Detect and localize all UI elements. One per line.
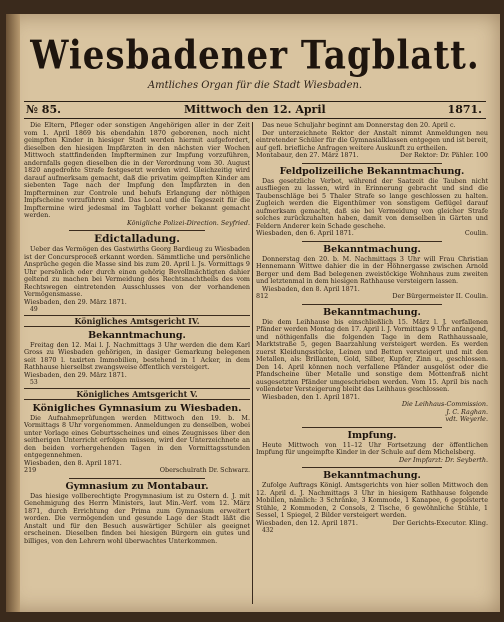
issue-date: Mittwoch den 12. April [184, 103, 326, 116]
article-heading: Gymnasium zu Montabaur. [65, 480, 209, 492]
issue-number: № 85. [26, 103, 61, 116]
column-divider [252, 122, 253, 604]
article-text: Das gesetzliche Verbot, während der Saatzeit die Tauben nicht ausfliegen zu lassen, wird in Erinnerung gebracht und sind die Taubenschläge bei 5 Thaler Strafe so lange geschlossen zu halten. Zugleich werden die Eigenthümer von sonstigem Geflügel darauf aufmerksam gemacht, daß sie bei Vermeidung von gleicher Strafe solches zurückzuhalten haben, damit von demselben in Gärten und Feldern Anderer kein Schade geschehe. [256, 176, 488, 230]
divider [69, 478, 205, 479]
article-text: Die dem Leihhause bis einschließlich 15. März l. J. verfallenen Pfänder werden Montag den 17. April l. J. Vormittags 9 Uhr anfangend, und nöthigenfalls die folgenden Tage in dem Rathhaussaale, Marktstraße 5, gegen Baarzahlung versteigert werden. Es werden zuerst Kleidungsstücke, Leinen und Betten versteigert und mit den Metallen, als: Brillanten, Gold, Silber, Kupfer, Zinn u., geschlossen. Den 14. April können noch verfallene Pfänder ausgelöst oder die Pfandscheine über Metalle und sonstige dem Mottenfraß nicht ausgesetzten Pfänder umgeschrieben werden. Vom 15. April bis nach vollendeter Versteigerung bleibt das Leihhaus geschlossen. [256, 317, 488, 393]
vaccination-session [256, 430, 488, 465]
masthead [20, 20, 490, 91]
article-number: 53 [30, 379, 38, 386]
divider [69, 230, 205, 231]
article-number: 49 [30, 306, 38, 313]
divider [302, 163, 441, 164]
school-year-notice [256, 122, 488, 160]
article-text: Die Eltern, Pfleger oder sonstigen Angehörigen aller in der Zeit vom 1. April 1869 bis ebendahin 1870 geborenen, noch nicht geimpften Kinder in hiesiger Stadt werden hiermit aufgefordert, dieselben den hiesigen Impfärzten in den nächsten vier Wochen Mittwoch stattfindenden Impfterminen zur Impfung vorzuführen, andernfalls gegen dieselben die in der Verordnung vom 30. August 1820 angedrohte Strafe festgesetzt werden wird. Gleichzeitig wird darauf aufmerksam gemacht, daß die privatim geimpften Kinder am siebenten Tage nach der Impfung den Impfärzten in den Impfterminen zur Controle und behufs Erlangung der nöthigen Impfscheine vorzuführen sind. Das Local und die Tageszeit für die Impftermine wird jedesmal im Tagblatt vorher bekannt gemacht werden. [24, 122, 250, 219]
article-date: Montabaur, den 27. März 1871. [256, 151, 359, 159]
article-meta [24, 299, 250, 307]
auction-notice [24, 330, 250, 400]
article-meta [24, 372, 250, 380]
pawnshop-notice [256, 307, 488, 424]
signature: Coulin. [464, 229, 488, 237]
article-date: Wiesbaden, den 8. April 1871. [24, 458, 122, 467]
right-column [256, 122, 488, 604]
book-spine [6, 14, 20, 612]
article-heading: Königliches Gymnasium zu Wiesbaden. [32, 402, 242, 414]
article-text: Der unterzeichnete Rektor der Anstalt nimmt Anmeldungen neu eintretender Schüler für die Gymnasialklassen entgegen und ist bereit, auf gefl. briefliche Anfragen weitere Auskunft zu ertheilen. [256, 128, 488, 152]
article-date: Wiesbaden, den 1. April 1871. [262, 392, 360, 401]
article-meta [256, 520, 488, 528]
signature: Der Bürgermeister II. Coulin. [392, 292, 488, 300]
signature: Der Gerichts-Executor. Kling. [392, 518, 488, 527]
gymnasium-wiesbaden [24, 403, 250, 475]
furniture-auction-notice [256, 470, 488, 535]
newspaper-title: Wiesbadener Tagblatt. [30, 33, 480, 79]
article-heading: Bekanntmachung. [323, 306, 421, 318]
divider [302, 304, 441, 305]
article-text: Das hiesige vollberechtigte Progymnasium ist zu Ostern d. J. mit Genehmigung des Herrn Ministers, laut Min.-Verf. vom 12. März 1871, durch Errichtung der Prima zum Gymnasium erweitert worden. Die vermögenden und gesunde Lage der Stadt läßt die Anstalt und für den Besuch auswärtiger Schüler als geeignet erscheinen. Dieselben finden bei hiesigen Bürgern ein gutes und billiges, von den Lehrern wohl überwachtes Unterkommen. [24, 491, 250, 545]
signature: Oberschulrath Dr. Schwarz. [159, 466, 250, 474]
newspaper-page [6, 14, 500, 612]
edict-summons [24, 233, 250, 327]
article-meta [24, 467, 250, 475]
article-date: Wiesbaden, den 29. März 1871. [24, 370, 127, 379]
article-date: Wiesbaden, den 12. April 1871. [256, 518, 358, 527]
article-text: Die Aufnahmeprüfungen werden Mittwoch den 19. b. M. Vormittags 8 Uhr vorgenommen. Anmeldungen zu denselben, wobei unter Vorlage eines Geburtsscheines und eines Zeugnisses über den seitherigen Unterricht erfolgen müssen, wird der Unterzeichnete an den beiden vorhergehenden Tagen in den Vormittagsstunden entgegennehmen. [24, 413, 250, 459]
signature: vdt. Weyerle. [445, 415, 488, 423]
article-text: Donnerstag den 20. b. M. Nachmittags 3 Uhr will Frau Christian Hennemann Wittwe dahier die in der Höhnergasse zwischen Arnold Berger und dem Bad belegenen zweistöckige Wohnhaus zum zweiten und letztenmal in dem hiesigen Rathhause versteigern lassen. [256, 254, 488, 285]
article-meta [256, 293, 488, 301]
court-banner: Königliches Amtsgericht IV. [24, 315, 250, 327]
article-text: Freitag den 12. Mai l. J. Nachmittags 3 Uhr werden die dem Karl Gross zu Wiesbaden gehörigen, in dasiger Gemarkung belegenen seit 1870 l. taxirten Immobilien, bestehend in 1 Acker, in dem Rathhause hierselbst zwangsweise öffentlich versteigert. [24, 340, 250, 371]
court-banner: Königliches Amtsgericht V. [24, 388, 250, 400]
article-meta [256, 152, 488, 160]
gymnasium-montabaur [24, 481, 250, 546]
article-heading: Bekanntmachung. [323, 470, 421, 481]
article-heading: Edictalladung. [94, 233, 180, 245]
article-date: Wiesbaden, den 8. April 1871. [262, 284, 360, 293]
article-text: Heute Mittwoch von 11–12 Uhr Fortsetzung der öffentlichen Impfung für ungeimpfte Kinder in der Schule auf dem Michelsberg. [256, 440, 488, 456]
vaccination-notice [24, 122, 250, 227]
divider [302, 241, 441, 242]
signature: Die Leihhaus-Commission. [401, 400, 488, 408]
article-number: 812 [256, 292, 269, 300]
article-heading: Bekanntmachung. [88, 329, 186, 341]
article-text: Zufolge Auftrags Königl. Amtsgerichts von hier sollen Mittwoch den 12. April d. J. Nachmittags 3 Uhr in hiesigem Rathhause folgende Mobilien, nämlich: 3 Schränke, 3 Kommode, 1 Kanapee, 6 gepolsterte Stühle, 2 Kommoden, 2 Consols, 2 Tische, 6 gewöhnliche Stühle, 1 Sessel, 1 Spiegel, 2 Bilder versteigert werden. [256, 481, 488, 519]
house-auction-notice [256, 244, 488, 301]
left-column [24, 122, 250, 604]
article-text: Das neue Schuljahr beginnt am Donnerstag den 20. April c. [262, 122, 456, 129]
field-police-notice [256, 166, 488, 238]
article-number: 219 [24, 466, 37, 474]
article-heading: Impfung. [347, 429, 397, 441]
article-date: Wiesbaden, den 6. April 1871. [256, 229, 354, 237]
signature: Königliche Polizei-Direction. Seyfried. [127, 218, 250, 227]
article-meta [256, 230, 488, 238]
dateline [24, 101, 486, 119]
article-date: Wiesbaden, den 29. März 1871. [24, 297, 127, 306]
article-text: Ueber das Vermögen des Gastwirths Georg Bardieug zu Wiesbaden ist der Concursproceß erkannt worden. Sämmtliche und persönliche Ansprüche gegen die Masse sind bis zum 20. April l. Js. Vormittags 9 Uhr persönlich oder durch einen gehörig Bevollmächtigten dahier geltend zu machen bei Vermeidung des Rechtsnachtheils des vom Rechtswegen eintretenden Ausschlusses von der vorhandenen Vermögensmasse. [24, 245, 250, 298]
signature: Der Impfarzt: Dr. Seyberth. [399, 455, 488, 464]
newspaper-subtitle: Amtliches Organ für die Stadt Wiesbaden. [147, 80, 363, 91]
signature: J. C. Raghan. [446, 407, 488, 416]
article-number: 432 [262, 527, 274, 534]
article-heading: Feldpolizeiliche Bekanntmachung. [279, 165, 465, 177]
signature: Der Rektor: Dr. Pähler. 100 [399, 151, 488, 159]
divider [302, 467, 441, 468]
divider [302, 427, 441, 428]
article-heading: Bekanntmachung. [323, 243, 421, 255]
issue-year: 1871. [447, 103, 482, 116]
